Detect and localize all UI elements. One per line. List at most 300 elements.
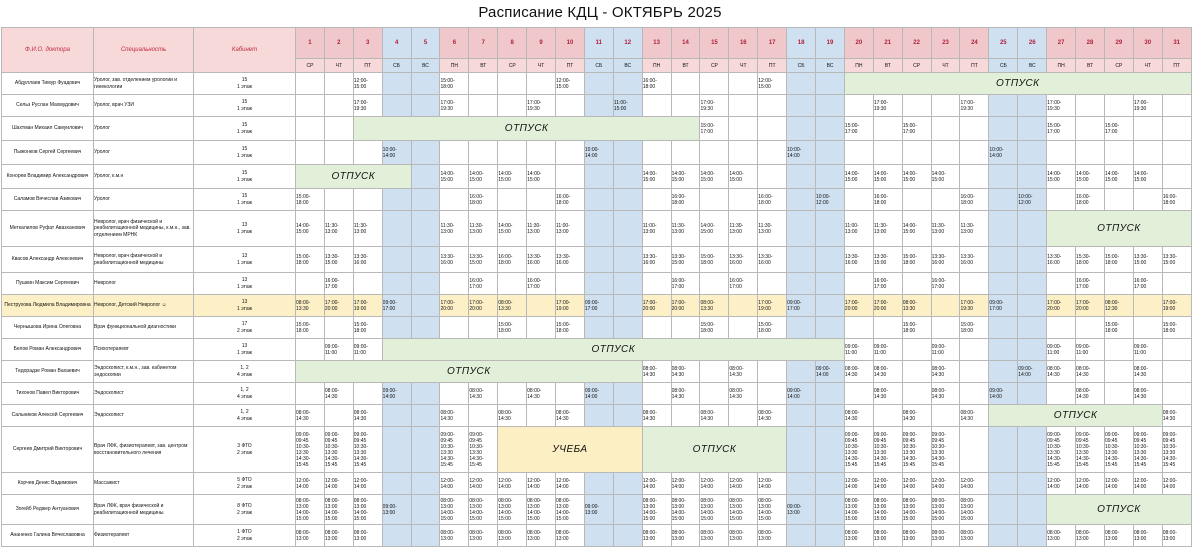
schedule-cell-day-4: [382, 427, 411, 473]
schedule-cell-day-11: [584, 405, 613, 427]
schedule-cell-day-7: 16:00- 17:00: [469, 273, 498, 295]
doctor-cabinet: 1, 2 4 этаж: [194, 383, 296, 405]
schedule-cell-day-25: [989, 273, 1018, 295]
schedule-cell-day-15: 15:00- 18:00: [700, 317, 729, 339]
schedule-cell-day-4: [382, 473, 411, 495]
doctor-cabinet: 13 1 этаж: [194, 273, 296, 295]
schedule-cell-day-6: [440, 383, 469, 405]
weekday-13: ПН: [642, 59, 671, 73]
day-number-5: 5: [411, 28, 440, 59]
schedule-cell-day-27: 09:00- 09:45 10:30- 13:30 14:30- 15:45: [1047, 427, 1076, 473]
schedule-cell-day-11: [584, 473, 613, 495]
schedule-cell-day-11: 09:00- 13:00: [584, 495, 613, 525]
schedule-cell-day-15: [700, 73, 729, 95]
doctor-specialty: Эндоскопист: [94, 405, 194, 427]
schedule-cell-day-17: 11:30- 13:00: [758, 211, 787, 247]
schedule-cell-day-4: 09:00- 17:00: [382, 295, 411, 317]
schedule-cell-day-18: [787, 317, 816, 339]
schedule-cell-day-31: [1162, 383, 1191, 405]
schedule-cell-day-21: 08:00- 13:00 14:00- 15:00: [873, 495, 902, 525]
schedule-cell-day-3: 09:00- 09:45 10:30- 13:30 14:30- 15:45: [353, 427, 382, 473]
schedule-cell-day-21: [873, 117, 902, 141]
day-number-8: 8: [498, 28, 527, 59]
schedule-cell-day-1: 08:00- 14:30: [296, 405, 325, 427]
schedule-cell-day-10: 17:00- 19:00: [556, 295, 585, 317]
weekday-2: ЧТ: [324, 59, 353, 73]
schedule-cell-day-13: 08:00- 14:30: [642, 405, 671, 427]
schedule-cell-day-11: [584, 73, 613, 95]
schedule-cell-day-16: 12:00- 14:00: [729, 473, 758, 495]
schedule-cell-day-13: [642, 189, 671, 211]
schedule-cell-day-14: [671, 317, 700, 339]
weekday-5: ВС: [411, 59, 440, 73]
schedule-cell-day-12: [613, 383, 642, 405]
schedule-cell-day-24: 11:30- 13:00: [960, 211, 989, 247]
schedule-cell-day-30: 09:00- 09:45 10:30- 13:30 14:30- 15:45: [1133, 427, 1162, 473]
schedule-cell-day-13: 08:00- 13:00 14:00- 15:00: [642, 495, 671, 525]
day-number-4: 4: [382, 28, 411, 59]
schedule-cell-day-27: 17:00- 19:30: [1047, 95, 1076, 117]
weekday-26: ВС: [1018, 59, 1047, 73]
schedule-cell-day-7: 09:00- 09:45 10:30- 13:30 14:30- 15:45: [469, 427, 498, 473]
schedule-cell-day-31: 15:00- 18:00: [1162, 317, 1191, 339]
schedule-cell-day-5: [411, 141, 440, 165]
schedule-cell-day-28: 15:30- 18:00: [1076, 247, 1105, 273]
schedule-cell-day-25: [989, 117, 1018, 141]
schedule-cell-day-3: 09:00- 11:00: [353, 339, 382, 361]
schedule-cell-day-27: 13:30- 16:00: [1047, 247, 1076, 273]
schedule-cell-day-24: 15:00- 18:00: [960, 317, 989, 339]
schedule-cell-day-1: [296, 95, 325, 117]
schedule-cell-day-26: [1018, 273, 1047, 295]
schedule-cell-day-12: [613, 473, 642, 495]
schedule-cell-day-19: [816, 427, 845, 473]
schedule-cell-day-22: [902, 141, 931, 165]
weekday-22: СР: [902, 59, 931, 73]
schedule-cell-day-14: 08:00- 14:30: [671, 361, 700, 383]
schedule-cell-day-21: 16:00- 18:00: [873, 189, 902, 211]
schedule-cell-day-9: 12:00- 14:00: [527, 473, 556, 495]
schedule-cell-day-31: [1162, 141, 1191, 165]
schedule-cell-day-7: 08:00- 14:30: [469, 383, 498, 405]
schedule-cell-day-29: 12:00- 14:00: [1104, 473, 1133, 495]
schedule-cell-day-12: [613, 273, 642, 295]
day-number-16: 16: [729, 28, 758, 59]
schedule-cell-day-3: 15:00- 18:00: [353, 317, 382, 339]
schedule-cell-day-17: 15:00- 18:00: [758, 317, 787, 339]
schedule-cell-day-4: [382, 525, 411, 547]
doctor-specialty: Уролог: [94, 117, 194, 141]
schedule-cell-day-4: [382, 273, 411, 295]
schedule-cell-day-16: [729, 405, 758, 427]
schedule-cell-day-28: [1076, 95, 1105, 117]
schedule-cell-day-1: 15:00- 18:00: [296, 247, 325, 273]
schedule-cell-day-20: 08:00- 13:00 14:00- 15:00: [844, 495, 873, 525]
schedule-cell-day-12: [613, 295, 642, 317]
schedule-cell-day-10: 15:00- 18:00: [556, 317, 585, 339]
schedule-cell-day-17: [758, 361, 787, 383]
schedule-cell-day-9: [527, 141, 556, 165]
schedule-cell-day-18: [787, 427, 816, 473]
schedule-cell-day-25: [989, 525, 1018, 547]
schedule-cell-day-23: 08:00- 13:00: [931, 525, 960, 547]
schedule-cell-day-28: [1076, 317, 1105, 339]
schedule-cell-day-24: [960, 339, 989, 361]
schedule-cell-day-19: [816, 317, 845, 339]
schedule-cell-day-23: [931, 405, 960, 427]
doctor-name: Корчев Денис Вадимович: [2, 473, 94, 495]
schedule-cell-day-17: [758, 383, 787, 405]
doctor-name: Тихонов Павел Викторович: [2, 383, 94, 405]
schedule-cell-day-19: [816, 383, 845, 405]
schedule-cell-day-5: [411, 165, 440, 189]
doctor-name: Саламов Вячеслав Азикович: [2, 189, 94, 211]
schedule-cell-day-30: [1133, 295, 1162, 317]
weekday-12: ВС: [613, 59, 642, 73]
schedule-cell-day-22: [902, 189, 931, 211]
schedule-cell-day-24: [960, 141, 989, 165]
schedule-cell-day-17: 08:00- 14:30: [758, 405, 787, 427]
schedule-cell-day-3: 11:30- 13:00: [353, 211, 382, 247]
schedule-cell-day-30: 12:00- 14:00: [1133, 473, 1162, 495]
schedule-cell-day-16: 08:00- 13:00 14:00- 15:00: [729, 495, 758, 525]
schedule-cell-day-1: [296, 383, 325, 405]
schedule-cell-day-11: [584, 273, 613, 295]
schedule-cell-day-28: 12:00- 14:00: [1076, 473, 1105, 495]
schedule-cell-day-24: [960, 427, 989, 473]
schedule-cell-day-9: [527, 317, 556, 339]
header-row-days: [2, 28, 1192, 59]
day-number-22: 22: [902, 28, 931, 59]
schedule-cell-day-14: [671, 141, 700, 165]
schedule-cell-day-26: [1018, 495, 1047, 525]
schedule-cell-day-25: [989, 473, 1018, 495]
schedule-cell-day-18: [787, 73, 816, 95]
schedule-cell-day-21: 17:00- 20:00: [873, 295, 902, 317]
doctor-row: [2, 273, 1192, 295]
day-number-27: 27: [1047, 28, 1076, 59]
schedule-cell-day-21: [873, 317, 902, 339]
schedule-cell-day-5: [411, 405, 440, 427]
schedule-cell-day-28: 16:00- 18:00: [1076, 189, 1105, 211]
day-number-11: 11: [584, 28, 613, 59]
schedule-cell-day-18: [787, 361, 816, 383]
doctor-name: Чернышова Ирина Олеговна: [2, 317, 94, 339]
schedule-cell-day-19: 09:00- 14:00: [816, 361, 845, 383]
doctor-cabinet: 15 1 этаж: [194, 95, 296, 117]
weekday-8: СР: [498, 59, 527, 73]
day-number-2: 2: [324, 28, 353, 59]
schedule-cell-day-21: 13:30- 15:00: [873, 247, 902, 273]
schedule-cell-day-10: 08:00- 13:00: [556, 525, 585, 547]
schedule-cell-day-26: [1018, 317, 1047, 339]
schedule-cell-day-14: 16:00- 17:00: [671, 273, 700, 295]
schedule-cell-day-15: 08:00- 14:30: [700, 405, 729, 427]
day-number-26: 26: [1018, 28, 1047, 59]
schedule-cell-day-31: [1162, 117, 1191, 141]
day-number-30: 30: [1133, 28, 1162, 59]
weekday-16: ЧТ: [729, 59, 758, 73]
schedule-cell-day-4: 10:00- 14:00: [382, 141, 411, 165]
vacation-band: ОТПУСК: [1047, 495, 1191, 525]
schedule-cell-day-8: [498, 73, 527, 95]
schedule-cell-day-15: 15:00- 17:00: [700, 117, 729, 141]
schedule-cell-day-30: 09:00- 11:00: [1133, 339, 1162, 361]
schedule-cell-day-4: [382, 405, 411, 427]
weekday-24: ПТ: [960, 59, 989, 73]
schedule-cell-day-15: [700, 141, 729, 165]
schedule-cell-day-29: 14:00- 15:00: [1104, 165, 1133, 189]
schedule-cell-day-9: 08:00- 13:00 14:00- 15:00: [527, 495, 556, 525]
schedule-cell-day-20: 08:00- 14:30: [844, 361, 873, 383]
schedule-cell-day-26: [1018, 295, 1047, 317]
schedule-cell-day-22: 08:00- 13:00: [902, 525, 931, 547]
day-number-29: 29: [1104, 28, 1133, 59]
schedule-cell-day-11: [584, 525, 613, 547]
schedule-cell-day-7: [469, 73, 498, 95]
schedule-cell-day-6: 17:00- 19:30: [440, 95, 469, 117]
schedule-cell-day-15: 17:00- 19:30: [700, 95, 729, 117]
doctor-name: Сергеев Дмитрий Викторович: [2, 427, 94, 473]
schedule-cell-day-12: [613, 495, 642, 525]
schedule-cell-day-20: 09:00- 09:45 10:30- 13:30 14:30- 15:45: [844, 427, 873, 473]
schedule-cell-day-16: [729, 317, 758, 339]
schedule-cell-day-5: [411, 427, 440, 473]
schedule-cell-day-25: [989, 189, 1018, 211]
schedule-cell-day-9: [527, 405, 556, 427]
schedule-cell-day-16: 13:30- 16:00: [729, 247, 758, 273]
day-number-17: 17: [758, 28, 787, 59]
schedule-cell-day-4: [382, 247, 411, 273]
schedule-cell-day-1: [296, 273, 325, 295]
schedule-cell-day-31: [1162, 165, 1191, 189]
schedule-cell-day-30: 13:30- 15:00: [1133, 247, 1162, 273]
schedule-cell-day-4: [382, 189, 411, 211]
header-specialty: Специальность: [94, 28, 194, 73]
weekday-10: ПТ: [556, 59, 585, 73]
schedule-cell-day-29: 08:00- 12:30: [1104, 295, 1133, 317]
schedule-cell-day-10: [556, 165, 585, 189]
schedule-cell-day-9: [527, 295, 556, 317]
schedule-cell-day-31: 16:00- 18:00: [1162, 189, 1191, 211]
schedule-cell-day-30: 16:00- 17:00: [1133, 273, 1162, 295]
weekday-9: ЧТ: [527, 59, 556, 73]
schedule-body: [2, 73, 1192, 547]
doctor-name: Тедорадзе Роман Вахаевич: [2, 361, 94, 383]
doctor-row: [2, 361, 1192, 383]
schedule-cell-day-3: 12:00- 15:00: [353, 73, 382, 95]
schedule-cell-day-4: [382, 211, 411, 247]
schedule-cell-day-9: 08:00- 13:00: [527, 525, 556, 547]
schedule-cell-day-31: 09:00- 09:45 10:30- 13:30 14:30- 15:45: [1162, 427, 1191, 473]
schedule-cell-day-24: 08:00- 13:00: [960, 525, 989, 547]
schedule-cell-day-8: 15:00- 18:00: [498, 317, 527, 339]
day-number-28: 28: [1076, 28, 1105, 59]
schedule-cell-day-13: [642, 317, 671, 339]
schedule-cell-day-29: [1104, 339, 1133, 361]
schedule-cell-day-23: [931, 141, 960, 165]
schedule-cell-day-2: [324, 117, 353, 141]
schedule-cell-day-20: [844, 141, 873, 165]
schedule-cell-day-31: [1162, 95, 1191, 117]
schedule-cell-day-25: 10:00- 14:00: [989, 141, 1018, 165]
schedule-cell-day-25: [989, 247, 1018, 273]
doctor-name: Сельз Руслан Махмудович: [2, 95, 94, 117]
day-number-18: 18: [787, 28, 816, 59]
schedule-cell-day-13: 14:00- 15:00: [642, 165, 671, 189]
schedule-cell-day-29: [1104, 273, 1133, 295]
schedule-cell-day-27: 12:00- 14:00: [1047, 473, 1076, 495]
schedule-cell-day-1: [296, 141, 325, 165]
doctor-specialty: Врач ЛФК, врач физической и реабилитационной медицины: [94, 495, 194, 525]
schedule-cell-day-14: 11:30- 13:00: [671, 211, 700, 247]
schedule-cell-day-30: [1133, 141, 1162, 165]
schedule-cell-day-5: [411, 525, 440, 547]
doctor-specialty: Уролог, врач УЗИ: [94, 95, 194, 117]
schedule-cell-day-29: 08:00- 13:00: [1104, 525, 1133, 547]
schedule-cell-day-26: 09:00- 14:00: [1018, 361, 1047, 383]
schedule-cell-day-15: 08:00- 13:00 14:00- 15:00: [700, 495, 729, 525]
schedule-cell-day-21: [873, 141, 902, 165]
doctor-cabinet: 3 ФТО 2 этаж: [194, 427, 296, 473]
doctor-cabinet: 13 1 этаж: [194, 247, 296, 273]
doctor-specialty: Уролог: [94, 141, 194, 165]
schedule-cell-day-9: 08:00- 14:30: [527, 383, 556, 405]
weekday-6: ПН: [440, 59, 469, 73]
schedule-cell-day-30: 08:00- 13:00: [1133, 525, 1162, 547]
schedule-cell-day-22: 12:00- 14:00: [902, 473, 931, 495]
schedule-cell-day-8: 08:00- 14:30: [498, 405, 527, 427]
schedule-cell-day-15: 15:00- 18:00: [700, 247, 729, 273]
schedule-cell-day-17: [758, 117, 787, 141]
doctor-row: [2, 141, 1192, 165]
schedule-cell-day-22: [902, 361, 931, 383]
schedule-cell-day-6: 13:30- 16:00: [440, 247, 469, 273]
schedule-cell-day-14: 08:00- 13:00: [671, 525, 700, 547]
schedule-cell-day-30: 17:00- 19:30: [1133, 95, 1162, 117]
schedule-cell-day-8: 08:00- 13:30: [498, 295, 527, 317]
schedule-cell-day-19: [816, 295, 845, 317]
schedule-cell-day-26: [1018, 165, 1047, 189]
schedule-cell-day-29: 09:00- 09:45 10:30- 13:30 14:30- 15:45: [1104, 427, 1133, 473]
schedule-cell-day-12: [613, 189, 642, 211]
schedule-cell-day-14: 08:00- 13:00 14:00- 15:00: [671, 495, 700, 525]
schedule-cell-day-9: [527, 73, 556, 95]
schedule-cell-day-10: 08:00- 13:00 14:00- 15:00: [556, 495, 585, 525]
schedule-cell-day-24: 17:00- 19:30: [960, 95, 989, 117]
schedule-cell-day-2: 09:00- 09:45 10:30- 13:30 14:30- 15:45: [324, 427, 353, 473]
schedule-cell-day-6: [440, 273, 469, 295]
schedule-cell-day-29: 15:00- 17:00: [1104, 117, 1133, 141]
schedule-cell-day-14: [671, 405, 700, 427]
doctor-cabinet: 13 1 этаж: [194, 211, 296, 247]
schedule-cell-day-22: 14:00- 15:00: [902, 211, 931, 247]
doctor-specialty: Невролог, Детский Невролог ☺: [94, 295, 194, 317]
schedule-cell-day-18: 10:00- 14:00: [787, 141, 816, 165]
schedule-cell-day-29: 15:00- 18:00: [1104, 317, 1133, 339]
schedule-cell-day-20: [844, 273, 873, 295]
day-number-12: 12: [613, 28, 642, 59]
schedule-cell-day-5: [411, 211, 440, 247]
schedule-cell-day-10: 12:00- 15:00: [556, 73, 585, 95]
schedule-cell-day-29: [1104, 361, 1133, 383]
schedule-cell-day-1: 08:00- 13:00 14:00- 15:00: [296, 495, 325, 525]
schedule-cell-day-22: 15:00- 18:00: [902, 317, 931, 339]
schedule-cell-day-24: 08:00- 13:00 14:00- 15:00: [960, 495, 989, 525]
schedule-cell-day-28: 17:00- 20:00: [1076, 295, 1105, 317]
schedule-cell-day-13: [642, 383, 671, 405]
schedule-cell-day-22: [902, 95, 931, 117]
schedule-cell-day-13: 08:00- 14:30: [642, 361, 671, 383]
schedule-cell-day-3: 08:00- 13:00: [353, 525, 382, 547]
vacation-band: ОТПУСК: [642, 427, 786, 473]
schedule-cell-day-6: 09:00- 09:45 10:30- 13:30 14:30- 15:45: [440, 427, 469, 473]
schedule-cell-day-27: [1047, 273, 1076, 295]
schedule-cell-day-4: [382, 317, 411, 339]
schedule-cell-day-7: 11:30- 13:00: [469, 211, 498, 247]
weekday-1: СР: [296, 59, 325, 73]
doctor-specialty: Уролог, к.м.н: [94, 165, 194, 189]
schedule-cell-day-17: 08:00- 13:00: [758, 525, 787, 547]
doctor-specialty: Врач функциональной диагностики: [94, 317, 194, 339]
doctor-row: [2, 165, 1192, 189]
schedule-cell-day-19: [816, 525, 845, 547]
schedule-cell-day-18: [787, 405, 816, 427]
doctor-row: [2, 189, 1192, 211]
schedule-cell-day-19: [816, 405, 845, 427]
header-cabinet: Кабинет: [194, 28, 296, 73]
doctor-cabinet: 13 1 этаж: [194, 339, 296, 361]
day-number-1: 1: [296, 28, 325, 59]
schedule-cell-day-17: 16:00- 18:00: [758, 189, 787, 211]
schedule-cell-day-20: 12:00- 14:00: [844, 473, 873, 495]
doctor-row: [2, 427, 1192, 473]
doctor-cabinet: 1 ФТО 2 этаж: [194, 525, 296, 547]
schedule-cell-day-1: 12:00- 14:00: [296, 473, 325, 495]
schedule-cell-day-18: [787, 165, 816, 189]
schedule-cell-day-9: 17:00- 19:30: [527, 95, 556, 117]
schedule-cell-day-24: 12:00- 14:00: [960, 473, 989, 495]
schedule-cell-day-16: 11:30- 13:00: [729, 211, 758, 247]
schedule-cell-day-7: [469, 95, 498, 117]
doctor-cabinet: 5 ФТО 2 этаж: [194, 473, 296, 495]
page-title: Расписание КДЦ - ОКТЯБРЬ 2025: [478, 4, 722, 21]
schedule-cell-day-4: 09:00- 13:00: [382, 495, 411, 525]
schedule-cell-day-27: [1047, 189, 1076, 211]
schedule-cell-day-25: [989, 95, 1018, 117]
schedule-cell-day-20: 13:30- 16:00: [844, 247, 873, 273]
schedule-cell-day-24: [960, 361, 989, 383]
schedule-cell-day-20: 11:00- 13:00: [844, 211, 873, 247]
schedule-cell-day-24: 16:00- 18:00: [960, 189, 989, 211]
schedule-cell-day-3: [353, 141, 382, 165]
schedule-cell-day-17: 13:30- 16:00: [758, 247, 787, 273]
schedule-cell-day-17: 17:00- 19:00: [758, 295, 787, 317]
schedule-cell-day-24: [960, 273, 989, 295]
schedule-cell-day-7: 16:00- 18:00: [469, 189, 498, 211]
doctor-specialty: Уролог: [94, 189, 194, 211]
schedule-cell-day-11: [584, 211, 613, 247]
schedule-cell-day-30: 14:00- 15:00: [1133, 165, 1162, 189]
schedule-cell-day-14: 14:00- 15:00: [671, 165, 700, 189]
doctor-specialty: Невролог: [94, 273, 194, 295]
day-number-21: 21: [873, 28, 902, 59]
schedule-cell-day-30: 08:00- 14:30: [1133, 361, 1162, 383]
schedule-cell-day-29: [1104, 95, 1133, 117]
schedule-cell-day-18: 09:00- 14:00: [787, 383, 816, 405]
schedule-cell-day-18: [787, 525, 816, 547]
schedule-cell-day-5: [411, 189, 440, 211]
